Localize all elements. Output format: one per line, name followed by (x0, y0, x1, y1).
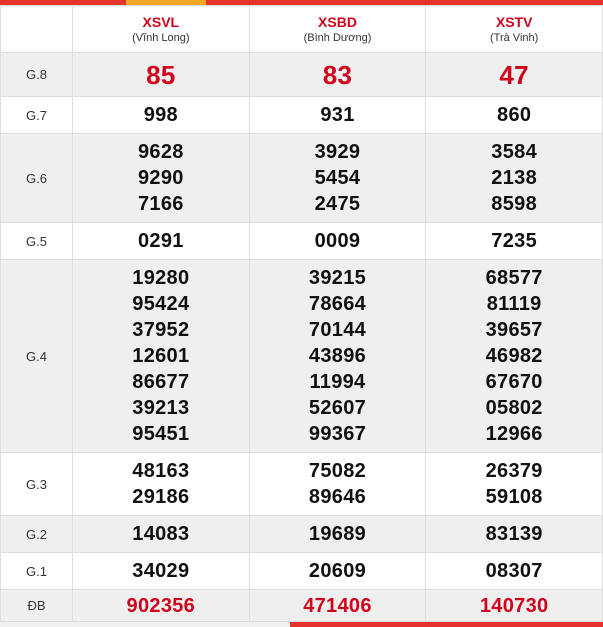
prize-number: 29186 (132, 486, 190, 508)
prize-label: G.8 (1, 53, 73, 97)
prize-number: 39213 (132, 397, 190, 419)
prize-label: G.6 (1, 134, 73, 223)
prize-cell (73, 553, 250, 590)
prize-number: 12966 (485, 423, 543, 445)
prize-cell (249, 453, 426, 516)
prize-number: 140730 (479, 594, 549, 617)
prize-number: 43896 (308, 345, 367, 367)
prize-number: 67670 (485, 371, 543, 393)
provider-code[interactable]: XSTV (495, 13, 533, 30)
prize-label: ĐB (1, 590, 73, 622)
prize-cell (249, 590, 426, 622)
lottery-results-table (0, 5, 603, 622)
prize-number: 11994 (309, 371, 366, 393)
prize-cell (73, 260, 250, 453)
prize-label: G.7 (1, 97, 73, 134)
prize-number: 3584 (491, 141, 537, 163)
prize-number: 59108 (485, 486, 543, 508)
prize-number: 902356 (126, 594, 196, 617)
prize-number: 46982 (485, 345, 543, 367)
prize-cell (73, 453, 250, 516)
prize-label: G.2 (1, 516, 73, 553)
prize-row (1, 97, 603, 134)
prize-label: G.4 (1, 260, 73, 453)
prize-cell (249, 223, 426, 260)
prize-cell (249, 134, 426, 223)
prize-number: 83139 (485, 523, 543, 545)
prize-cell (73, 590, 250, 622)
prize-row (1, 553, 603, 590)
prize-row (1, 260, 603, 453)
prize-table-body (1, 53, 603, 622)
prize-cell (426, 53, 603, 97)
prize-cell (426, 453, 603, 516)
prize-number: 37952 (132, 319, 190, 341)
header-provider-tra-vinh[interactable] (426, 6, 603, 53)
provider-name: (Trà Vinh) (490, 31, 539, 44)
prize-number: 52607 (308, 397, 367, 419)
prize-cell (426, 97, 603, 134)
bottom-bar-left (0, 622, 290, 627)
prize-label: G.5 (1, 223, 73, 260)
prize-number: 998 (143, 104, 178, 126)
prize-number: 19689 (308, 523, 367, 545)
prize-number: 68577 (485, 267, 543, 289)
prize-number: 78664 (308, 293, 367, 315)
prize-cell (249, 553, 426, 590)
prize-row (1, 53, 603, 97)
prize-number: 99367 (308, 423, 367, 445)
provider-name: (Bình Dương) (303, 31, 372, 44)
prize-cell (426, 223, 603, 260)
header-provider-vinh-long[interactable] (73, 6, 250, 53)
prize-cell (73, 134, 250, 223)
prize-number: 7166 (137, 193, 184, 215)
prize-cell (73, 97, 250, 134)
header-corner-cell (1, 6, 73, 53)
prize-cell (426, 516, 603, 553)
prize-number: 9290 (137, 167, 184, 189)
prize-number: 39657 (485, 319, 543, 341)
prize-number: 5454 (314, 167, 361, 189)
prize-cell (426, 134, 603, 223)
prize-number: 85 (146, 59, 176, 90)
prize-number: 860 (497, 104, 532, 126)
prize-number: 2138 (491, 167, 537, 189)
prize-number: 70144 (308, 319, 367, 341)
prize-cell (73, 53, 250, 97)
prize-number: 89646 (308, 486, 367, 508)
prize-cell (426, 260, 603, 453)
prize-number: 95424 (132, 293, 190, 315)
prize-cell (249, 53, 426, 97)
prize-number: 0291 (137, 230, 184, 252)
prize-cell (249, 97, 426, 134)
prize-number: 12601 (132, 345, 190, 367)
prize-row (1, 453, 603, 516)
prize-row (1, 516, 603, 553)
prize-number: 83 (322, 59, 353, 90)
provider-code[interactable]: XSBD (318, 13, 357, 30)
header-provider-binh-duong[interactable] (249, 6, 426, 53)
prize-number: 8598 (491, 193, 537, 215)
prize-number: 931 (320, 104, 355, 126)
prize-number: 81119 (486, 293, 542, 315)
prize-label: G.1 (1, 553, 73, 590)
prize-number: 75082 (308, 460, 367, 482)
prize-number: 39215 (308, 267, 367, 289)
prize-cell (73, 223, 250, 260)
prize-number: 471406 (303, 594, 372, 617)
provider-name: (Vĩnh Long) (132, 31, 190, 44)
prize-number: 47 (499, 59, 529, 90)
header-row (1, 6, 603, 53)
prize-number: 3929 (314, 141, 361, 163)
prize-row (1, 590, 603, 622)
prize-number: 48163 (132, 460, 190, 482)
prize-number: 86677 (132, 371, 190, 393)
prize-cell (426, 553, 603, 590)
prize-number: 9628 (137, 141, 184, 163)
prize-number: 14083 (132, 523, 190, 545)
prize-number: 19280 (132, 267, 190, 289)
prize-cell (426, 590, 603, 622)
prize-cell (249, 516, 426, 553)
prize-number: 95451 (132, 423, 190, 445)
prize-number: 05802 (485, 397, 543, 419)
provider-code[interactable]: XSVL (142, 13, 180, 30)
prize-cell (73, 516, 250, 553)
prize-row (1, 134, 603, 223)
prize-number: 34029 (132, 560, 190, 582)
prize-number: 0009 (314, 230, 361, 252)
prize-number: 2475 (314, 193, 361, 215)
prize-number: 26379 (485, 460, 543, 482)
prize-number: 7235 (491, 230, 537, 252)
prize-row (1, 223, 603, 260)
prize-label: G.3 (1, 453, 73, 516)
prize-number: 20609 (308, 560, 367, 582)
prize-number: 08307 (485, 560, 543, 582)
prize-cell (249, 260, 426, 453)
